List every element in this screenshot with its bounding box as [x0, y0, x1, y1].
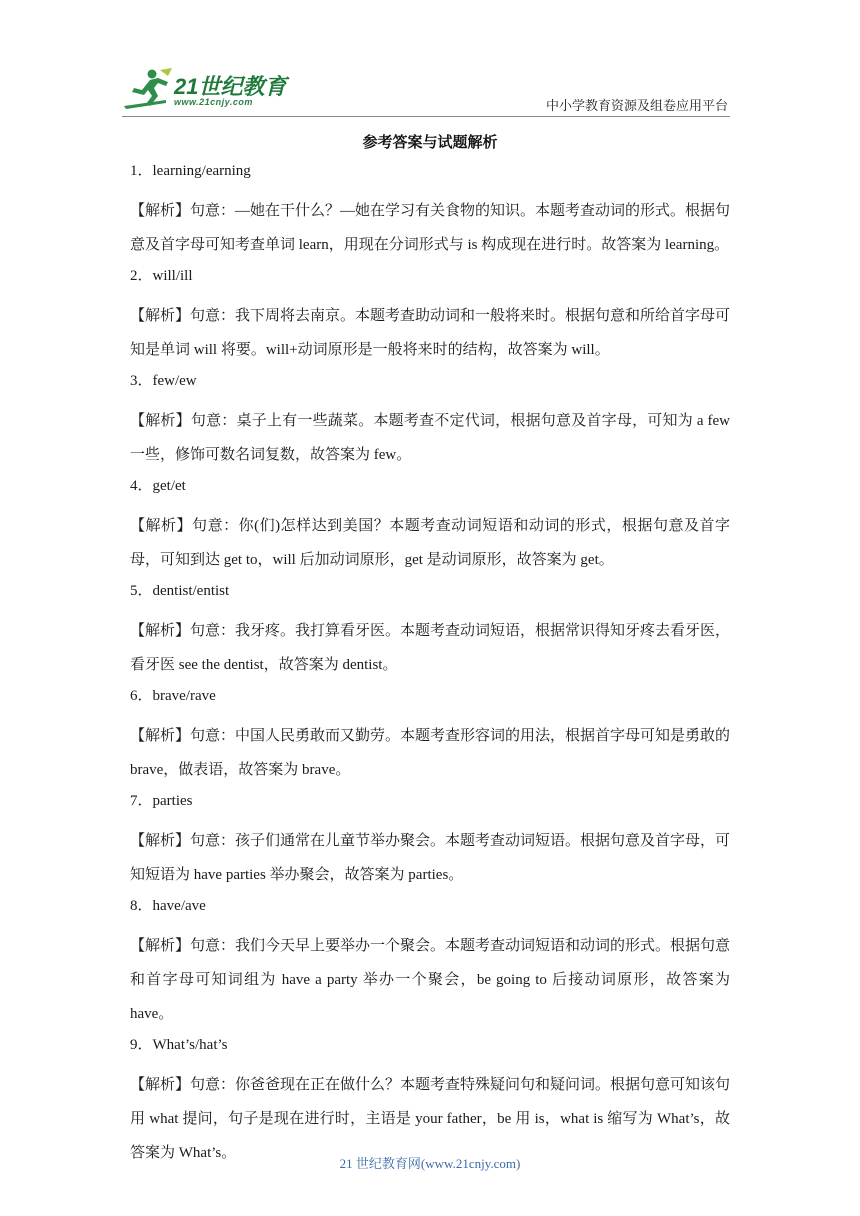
answer-line: 4．get/et — [130, 478, 186, 494]
explanation: 【解析】句意：桌子上有一些蔬菜。本题考查不定代词，根据句意及首字母，可知为 a few 一些，修饰可数名词复数，故答案为 few。 — [130, 413, 730, 463]
answer-line: 2．will/ill — [130, 268, 193, 284]
explanation: 【解析】句意：你(们)怎样达到美国？本题考查动词短语和动词的形式，根据句意及首字母，可知到达 get to，will 后加动词原形，get 是动词原形，故答案为 get。 — [130, 518, 730, 568]
answer-item — [130, 475, 730, 577]
answer-item — [130, 580, 730, 682]
platform-name: 中小学教育资源及组卷应用平台 — [545, 98, 728, 113]
logo-text: 21世纪教育 — [174, 74, 287, 99]
answer-list — [130, 160, 730, 1173]
answer-item — [130, 370, 730, 472]
answer-item — [130, 895, 730, 1031]
explanation: 【解析】句意：中国人民勇敢而又勤劳。本题考查形容词的用法，根据首字母可知是勇敢的 brave，做表语，故答案为 brave。 — [130, 728, 731, 778]
logo — [122, 66, 292, 116]
page-header — [0, 0, 860, 120]
answer-line: 8．have/ave — [130, 898, 206, 914]
explanation: 【解析】句意：你爸爸现在正在做什么？本题考查特殊疑问句和疑问词。根据句意可知该句用 what 提问，句子是现在进行时，主语是 your father，be 用 is，what is 缩写为 What’s，故答案为 What’s。 — [130, 1077, 731, 1161]
answer-line: 1．learning/earning — [130, 163, 251, 179]
answer-line: 7．parties — [130, 793, 193, 809]
answer-line: 5．dentist/entist — [130, 583, 230, 599]
explanation: 【解析】句意：—她在干什么？—她在学习有关食物的知识。本题考查动词的形式。根据句意及首字母可知考查单词 learn，用现在分词形式与 is 构成现在进行时。故答案为 learning。 — [130, 203, 731, 253]
answer-item — [130, 790, 730, 892]
footer-link[interactable]: 21 世纪教育网(www.21cnjy.com) — [339, 1156, 521, 1171]
logo-url: www.21cnjy.com — [174, 97, 253, 107]
answer-line: 3．few/ew — [130, 373, 197, 389]
explanation: 【解析】句意：孩子们通常在儿童节举办聚会。本题考查动词短语。根据句意及首字母，可知短语为 have parties 举办聚会，故答案为 parties。 — [130, 833, 731, 883]
explanation: 【解析】句意：我牙疼。我打算看牙医。本题考查动词短语，根据常识得知牙疼去看牙医，看牙医 see the dentist，故答案为 dentist。 — [130, 623, 731, 673]
header-divider — [122, 116, 730, 117]
explanation: 【解析】句意：我们今天早上要举办一个聚会。本题考查动词短语和动词的形式。根据句意和首字母可知词组为 have a party 举办一个聚会，be going to 后接动词原形，故答案为 have。 — [130, 938, 731, 1022]
page-title: 参考答案与试题解析 — [362, 135, 498, 151]
answer-item — [130, 685, 730, 787]
answer-line: 9．What’s/hat’s — [130, 1037, 228, 1053]
answer-item — [130, 160, 730, 262]
answer-item — [130, 265, 730, 367]
explanation: 【解析】句意：我下周将去南京。本题考查助动词和一般将来时。根据句意和所给首字母可知是单词 will 将要。will+动词原形是一般将来时的结构，故答案为 will。 — [130, 308, 731, 358]
runner-logo-icon — [122, 66, 174, 112]
answer-line: 6．brave/rave — [130, 688, 216, 704]
answer-item — [130, 1034, 730, 1170]
